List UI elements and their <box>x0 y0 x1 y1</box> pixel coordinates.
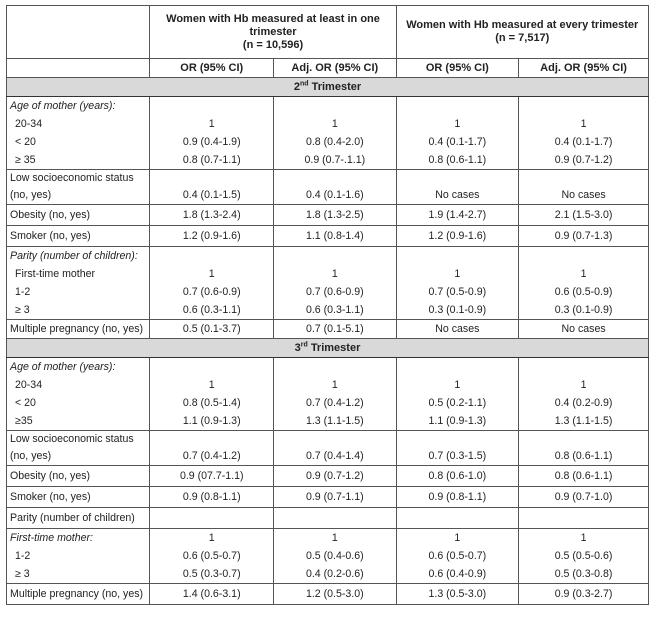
cell-value: 2.1 (1.5-3.0) <box>519 205 649 226</box>
cell-value: 1.1 (0.9-1.3) <box>150 412 274 431</box>
cell-value: 0.9 (0.7-1.2) <box>519 151 649 170</box>
cell-value: 0.8 (0.4-2.0) <box>274 133 397 151</box>
col-header-or-1: OR (95% CI) <box>150 59 274 78</box>
cell-value: 1.2 (0.9-1.6) <box>150 226 274 247</box>
t2-parity-heading-row <box>7 247 649 266</box>
t2-age-label: Age of mother (years): <box>7 97 150 116</box>
cell-value: 0.4 (0.1-1.7) <box>396 133 519 151</box>
cell-value: 0.3 (0.1-0.9) <box>396 301 519 320</box>
cell-value: 0.5 (0.3-0.7) <box>150 565 274 584</box>
cell-value: 0.9 (0.4-1.9) <box>150 133 274 151</box>
t3-age-label: Age of mother (years): <box>7 358 150 377</box>
row-label: 20-34 <box>7 115 150 133</box>
odds-ratio-table-container <box>6 5 649 605</box>
t2-age-heading-row <box>7 97 649 116</box>
row-label: Multiple pregnancy (no, yes) <box>7 320 150 339</box>
row-label: < 20 <box>7 394 150 412</box>
row-label: Obesity (no, yes) <box>7 466 150 487</box>
group1-title: Women with Hb measured at least in one trimester <box>166 12 380 38</box>
section-row-3rd-trimester <box>7 339 649 358</box>
odds-ratio-table <box>6 5 649 605</box>
t2-ses-heading-row <box>7 170 649 187</box>
row-label: Multiple pregnancy (no, yes) <box>7 584 150 605</box>
cell-value: 1.8 (1.3-2.5) <box>274 205 397 226</box>
corner-cell-2 <box>7 59 150 78</box>
cell-value: 0.8 (0.6-1.1) <box>519 466 649 487</box>
table-row <box>7 151 649 170</box>
cell-value: 0.9 (0.7-1.1) <box>274 487 397 508</box>
row-label: Smoker (no, yes) <box>7 487 150 508</box>
cell-value: 0.9 (0.7-.1.1) <box>274 151 397 170</box>
cell-value: 1.1 (0.9-1.3) <box>396 412 519 431</box>
cell-value: 1 <box>150 265 274 283</box>
table-row <box>7 376 649 394</box>
cell-value: 0.4 (0.1-1.5) <box>150 186 274 205</box>
table-row <box>7 547 649 565</box>
cell-value: 0.4 (0.1-1.7) <box>519 133 649 151</box>
cell-value: 1.1 (0.8-1.4) <box>274 226 397 247</box>
t3-age-heading-row <box>7 358 649 377</box>
table-row <box>7 447 649 466</box>
table-row <box>7 529 649 548</box>
cell-value: 0.7 (0.6-0.9) <box>274 283 397 301</box>
cell-value: No cases <box>519 320 649 339</box>
table-row <box>7 283 649 301</box>
cell-value: 0.5 (0.5-0.6) <box>519 547 649 565</box>
section-row-2nd-trimester <box>7 78 649 97</box>
cell-value: 1.3 (1.1-1.5) <box>519 412 649 431</box>
t3-parity-heading-row <box>7 508 649 529</box>
cell-value: 0.9 (0.8-1.1) <box>150 487 274 508</box>
row-label: ≥ 3 <box>7 301 150 320</box>
column-header-row <box>7 59 649 78</box>
t3-parity-label: Parity (number of children) <box>7 508 150 529</box>
cell-value: 0.6 (0.5-0.9) <box>519 283 649 301</box>
cell-value: 0.5 (0.1-3.7) <box>150 320 274 339</box>
cell-value: 1 <box>519 265 649 283</box>
row-label: 20-34 <box>7 376 150 394</box>
group2-header <box>396 6 648 59</box>
row-label: Smoker (no, yes) <box>7 226 150 247</box>
cell-value: 1 <box>150 376 274 394</box>
table-row <box>7 115 649 133</box>
table-row <box>7 584 649 605</box>
row-label: (no, yes) <box>7 186 150 205</box>
cell-value: 0.4 (0.2-0.6) <box>274 565 397 584</box>
cell-value: 0.6 (0.3-1.1) <box>150 301 274 320</box>
cell-value: 1 <box>519 115 649 133</box>
table-row <box>7 133 649 151</box>
table-row <box>7 412 649 431</box>
section-title-3rd-trimester: 3rd Trimester <box>7 339 649 358</box>
cell-value: 0.8 (0.5-1.4) <box>150 394 274 412</box>
cell-value: 1.3 (0.5-3.0) <box>396 584 519 605</box>
table-row <box>7 226 649 247</box>
row-label: Obesity (no, yes) <box>7 205 150 226</box>
col-header-adj-or-1: Adj. OR (95% CI) <box>274 59 397 78</box>
cell-value: 0.3 (0.1-0.9) <box>519 301 649 320</box>
cell-value: 1 <box>274 529 397 548</box>
cell-value: 0.9 (0.7-1.0) <box>519 487 649 508</box>
cell-value: 0.7 (0.5-0.9) <box>396 283 519 301</box>
cell-value: 1 <box>396 265 519 283</box>
cell-value: 0.7 (0.4-1.4) <box>274 447 397 466</box>
row-label: First-time mother <box>7 265 150 283</box>
cell-value: 0.7 (0.1-5.1) <box>274 320 397 339</box>
table-row <box>7 265 649 283</box>
table-row <box>7 186 649 205</box>
row-label: ≥ 35 <box>7 151 150 170</box>
table-row <box>7 466 649 487</box>
cell-value: 1 <box>274 115 397 133</box>
group-header-row <box>7 6 649 59</box>
row-label: ≥35 <box>7 412 150 431</box>
cell-value: 0.5 (0.4-0.6) <box>274 547 397 565</box>
cell-value: 1 <box>274 265 397 283</box>
cell-value: 0.4 (0.1-1.6) <box>274 186 397 205</box>
cell-value: 0.8 (0.6-1.1) <box>396 151 519 170</box>
cell-value: 1.4 (0.6-3.1) <box>150 584 274 605</box>
cell-value: 0.6 (0.3-1.1) <box>274 301 397 320</box>
cell-value: 0.7 (0.4-1.2) <box>274 394 397 412</box>
table-row <box>7 301 649 320</box>
table-row <box>7 565 649 584</box>
group1-n: (n = 10,596) <box>242 38 304 51</box>
cell-value: 0.7 (0.4-1.2) <box>150 447 274 466</box>
row-label: ≥ 3 <box>7 565 150 584</box>
t2-parity-label: Parity (number of children): <box>7 247 150 266</box>
group1-header <box>150 6 396 59</box>
table-row <box>7 394 649 412</box>
cell-value: 1 <box>396 376 519 394</box>
cell-value: 0.9 (0.8-1.1) <box>396 487 519 508</box>
cell-value: No cases <box>396 186 519 205</box>
cell-value: 1 <box>396 529 519 548</box>
cell-value: 0.8 (0.6-1.0) <box>396 466 519 487</box>
cell-value: 1.8 (1.3-2.4) <box>150 205 274 226</box>
cell-value: 0.6 (0.5-0.7) <box>150 547 274 565</box>
table-row <box>7 205 649 226</box>
cell-value: 0.7 (0.3-1.5) <box>396 447 519 466</box>
cell-value: 0.5 (0.3-0.8) <box>519 565 649 584</box>
group2-title: Women with Hb measured at every trimester <box>406 19 639 31</box>
cell-value: 0.8 (0.6-1.1) <box>519 447 649 466</box>
cell-value: 0.4 (0.2-0.9) <box>519 394 649 412</box>
cell-value: No cases <box>519 186 649 205</box>
cell-value: 1 <box>274 376 397 394</box>
corner-cell <box>7 6 150 59</box>
cell-value: 0.8 (0.7-1.1) <box>150 151 274 170</box>
cell-value: 1 <box>150 115 274 133</box>
cell-value: 1.2 (0.9-1.6) <box>396 226 519 247</box>
col-header-or-2: OR (95% CI) <box>396 59 519 78</box>
cell-value: 0.9 (0.7-1.3) <box>519 226 649 247</box>
row-label: (no, yes) <box>7 447 150 466</box>
cell-value: 0.6 (0.4-0.9) <box>396 565 519 584</box>
cell-value: 0.7 (0.6-0.9) <box>150 283 274 301</box>
row-label: Low socioeconomic status <box>7 431 150 448</box>
cell-value: 1 <box>519 529 649 548</box>
row-label: < 20 <box>7 133 150 151</box>
cell-value: 0.5 (0.2-1.1) <box>396 394 519 412</box>
section-title-2nd-trimester: 2nd Trimester <box>7 78 649 97</box>
cell-value: 1.2 (0.5-3.0) <box>274 584 397 605</box>
row-label: Low socioeconomic status <box>7 170 150 187</box>
table-row <box>7 320 649 339</box>
cell-value: 1 <box>519 376 649 394</box>
table-row <box>7 487 649 508</box>
cell-value: 0.9 (07.7-1.1) <box>150 466 274 487</box>
row-label: First-time mother: <box>7 529 150 548</box>
cell-value: 1.3 (1.1-1.5) <box>274 412 397 431</box>
row-label: 1-2 <box>7 547 150 565</box>
cell-value: 0.6 (0.5-0.7) <box>396 547 519 565</box>
cell-value: 0.9 (0.3-2.7) <box>519 584 649 605</box>
cell-value: 0.9 (0.7-1.2) <box>274 466 397 487</box>
cell-value: 1.9 (1.4-2.7) <box>396 205 519 226</box>
t3-ses-heading-row <box>7 431 649 448</box>
col-header-adj-or-2: Adj. OR (95% CI) <box>519 59 649 78</box>
group2-n: (n = 7,517) <box>495 32 550 44</box>
cell-value: 1 <box>150 529 274 548</box>
cell-value: No cases <box>396 320 519 339</box>
cell-value: 1 <box>396 115 519 133</box>
row-label: 1-2 <box>7 283 150 301</box>
